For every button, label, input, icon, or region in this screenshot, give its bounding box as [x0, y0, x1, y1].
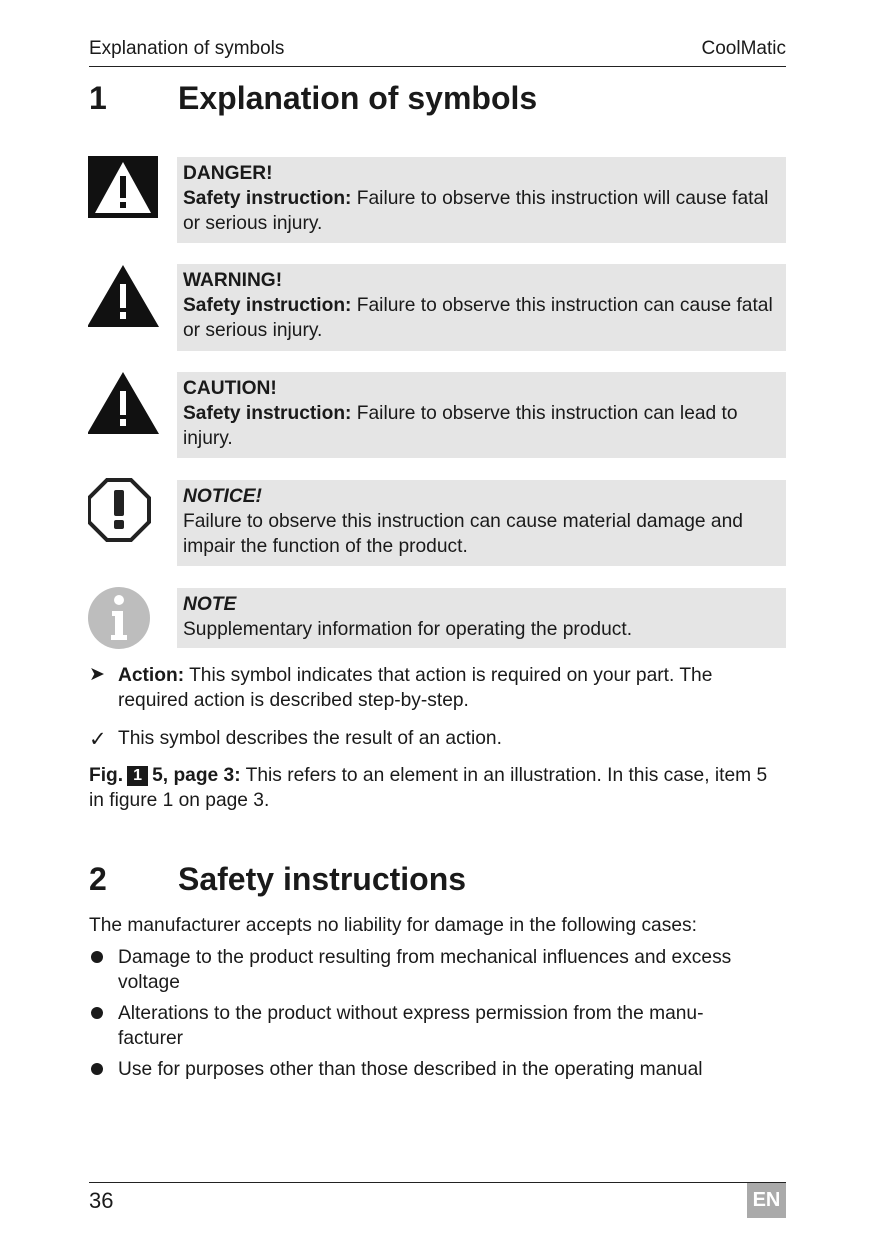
- figure-reference-paragraph: [89, 763, 786, 813]
- bullet-icon: [91, 1007, 103, 1019]
- bullet-icon: [91, 951, 103, 963]
- notice-callout: [177, 480, 786, 566]
- result-check-icon: ✓: [89, 728, 107, 751]
- callout-text: Supplementary information for operating the product.: [183, 619, 633, 640]
- section-title: Explanation of symbols: [178, 80, 538, 116]
- callout-label: WARNING!: [183, 270, 283, 291]
- callout-label: NOTE: [183, 594, 237, 615]
- callout-text: Failure to observe this instruction can cause fatal or serious injury.: [183, 295, 773, 341]
- warning-triangle-icon: [88, 264, 160, 328]
- callout-label: DANGER!: [183, 163, 273, 184]
- footer-divider: [89, 1182, 786, 1183]
- note-callout: [177, 588, 786, 648]
- callout-text: Failure to observe this instruction can cause material damage and impair the function of the product.: [183, 511, 743, 557]
- language-badge: EN: [747, 1183, 786, 1218]
- section-2-intro: The manufacturer accepts no liability for damage in the following cases:: [89, 915, 697, 936]
- section-number: 1: [89, 80, 107, 116]
- figref-lead-b: 5, page 3:: [152, 765, 241, 786]
- callout-text: Failure to observe this instruction will cause fatal or serious injury.: [183, 188, 769, 234]
- section-number: 2: [89, 861, 107, 897]
- result-paragraph: This symbol describes the result of an action.: [118, 728, 502, 749]
- action-text: This symbol indicates that action is required on your part. The required action is described step-by-step.: [118, 665, 713, 711]
- caution-callout: [177, 372, 786, 458]
- running-header-left: Explanation of symbols: [89, 38, 285, 59]
- list-item: Alterations to the product without express permission from the manu-facturer: [118, 1003, 704, 1049]
- figref-lead: Fig.: [89, 765, 124, 786]
- action-paragraph: [118, 663, 786, 713]
- running-header-right: CoolMatic: [701, 38, 786, 59]
- bullet-icon: [91, 1063, 103, 1075]
- callout-label: NOTICE!: [183, 486, 262, 507]
- danger-callout: [177, 157, 786, 243]
- callout-label: CAUTION!: [183, 378, 277, 399]
- callout-text: Failure to observe this instruction can lead to injury.: [183, 403, 738, 449]
- list-item: Damage to the product resulting from mechanical influences and excess voltage: [118, 947, 732, 993]
- caution-triangle-icon: [88, 371, 160, 435]
- figure-number-box: 1: [127, 766, 148, 786]
- action-lead: Action:: [118, 665, 185, 686]
- page-number: 36: [89, 1188, 114, 1213]
- callout-lead: Safety instruction:: [183, 295, 352, 316]
- callout-lead: Safety instruction:: [183, 188, 352, 209]
- warning-callout: [177, 264, 786, 351]
- danger-warning-triangle-icon: [88, 156, 160, 220]
- action-arrow-icon: ➤: [89, 664, 105, 685]
- figref-text: This refers to an element in an illustration. In this case, item 5 in figure 1 on page 3.: [89, 765, 768, 811]
- callout-lead: Safety instruction:: [183, 403, 352, 424]
- section-title: Safety instructions: [178, 861, 467, 897]
- header-divider: [89, 66, 786, 67]
- list-item: Use for purposes other than those described in the operating manual: [118, 1059, 703, 1080]
- notice-octagon-icon: [88, 478, 160, 542]
- info-icon: [88, 586, 160, 650]
